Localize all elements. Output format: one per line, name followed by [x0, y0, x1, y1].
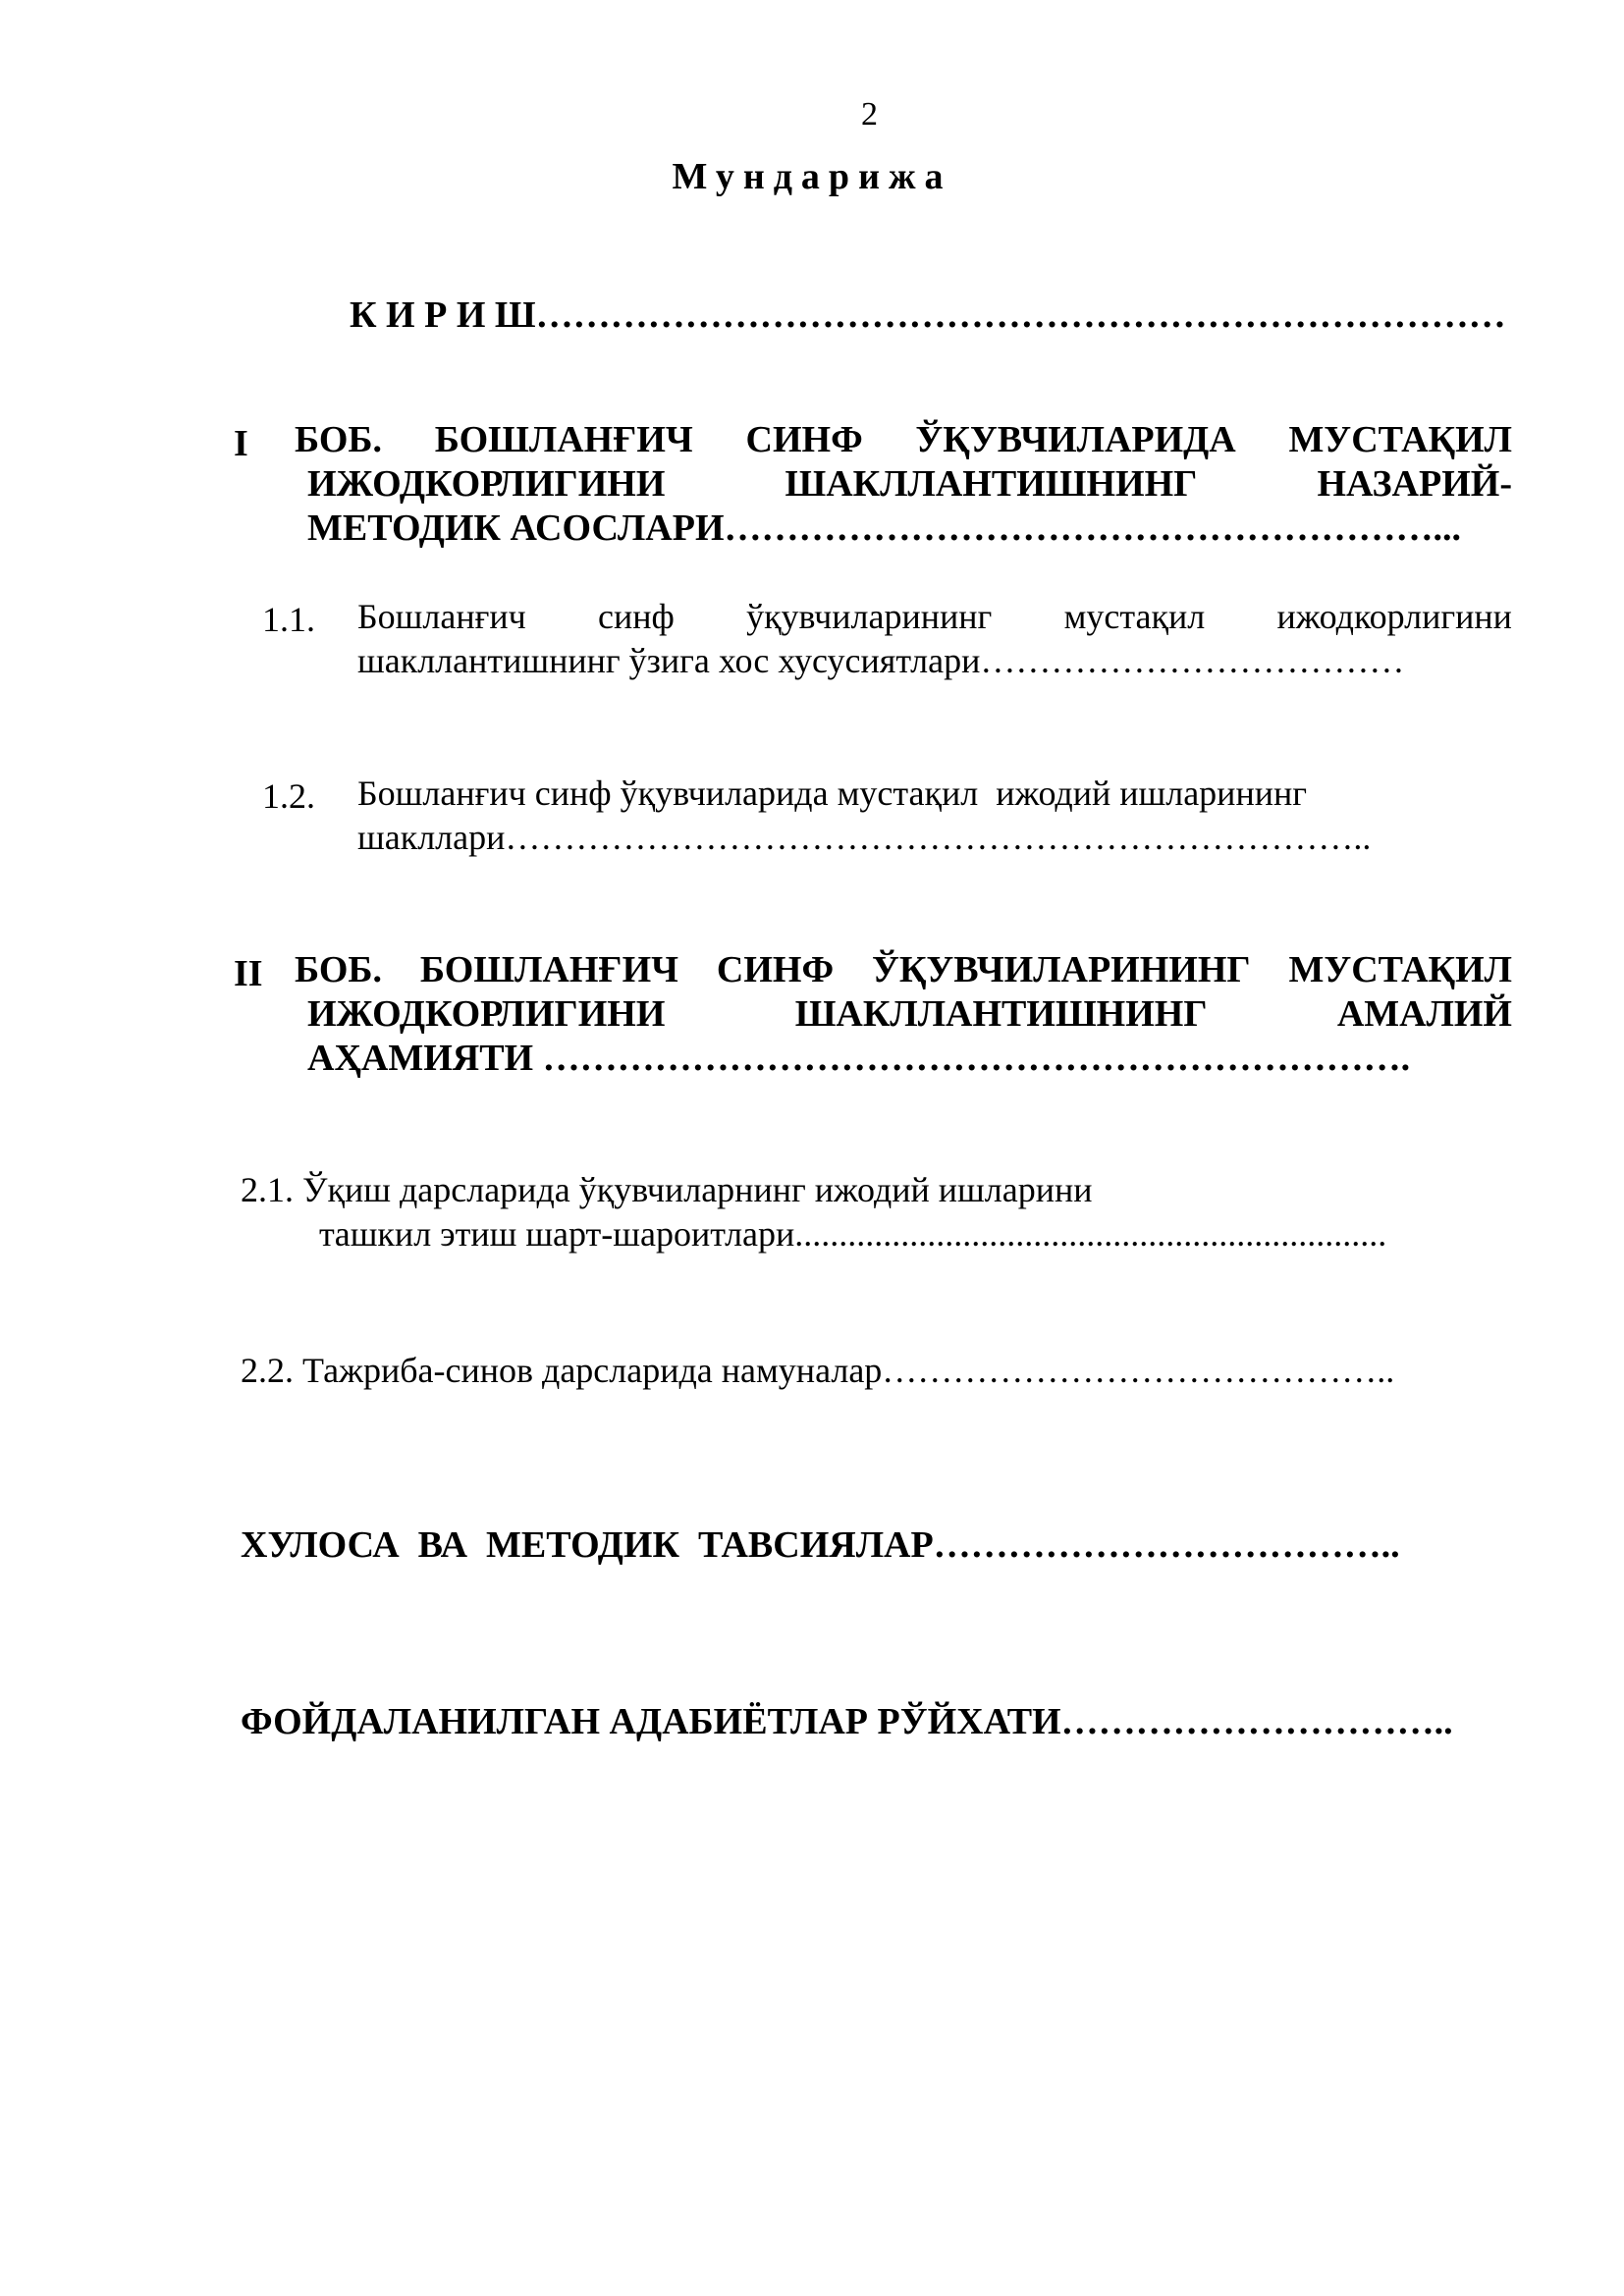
- toc-chapter1-word: ШАКЛЛАНТИШНИНГ: [785, 463, 1198, 505]
- toc-chapter2-line3: АҲАМИЯТИ …………………………………………………………….: [307, 1038, 1411, 1079]
- toc-chapter2-word: ИЖОДКОРЛИГИНИ: [307, 993, 666, 1035]
- toc-chapter2-number: II: [234, 953, 263, 994]
- toc-introduction: К И Р И Ш……………………………………………………………………: [350, 294, 1506, 336]
- toc-chapter2-line1: [295, 948, 1512, 992]
- toc-section-1-2: [357, 772, 1512, 860]
- toc-chapter2-word: ШАКЛЛАНТИШНИНГ: [794, 993, 1208, 1035]
- toc-chapter1-word: БОШЛАНҒИЧ: [434, 419, 693, 460]
- toc-section-2-1-line2: тaшкил этиш шарт-шароитлари...................................................................: [319, 1214, 1387, 1254]
- toc-section-word: мустақил: [1063, 597, 1206, 636]
- toc-chapter1-word: НАЗАРИЙ-: [1317, 463, 1512, 505]
- toc-chapter2-word: АМАЛИЙ: [1336, 993, 1512, 1035]
- toc-chapter1-word: СИНФ: [745, 419, 863, 460]
- page-number: 2: [861, 96, 878, 133]
- toc-section-word: ижодкорлигини: [1276, 597, 1512, 636]
- toc-chapter1-word: ЎҚУВЧИЛАРИДА: [915, 419, 1236, 460]
- toc-chapter2-word: ЎҚУВЧИЛАРИНИНГ: [871, 949, 1251, 990]
- toc-section-2-2: 2.2. Тажриба-синов дарсларида намуналар……………………………………..: [241, 1351, 1395, 1390]
- toc-section-1-1-line1: [357, 595, 1512, 639]
- toc-section-1-1-number: 1.1.: [262, 600, 315, 639]
- toc-chapter1-number: I: [234, 423, 248, 464]
- toc-chapter1-line1: [295, 418, 1512, 462]
- toc-section-1-2-line2: шакллари………………………………………………………………..: [357, 818, 1372, 857]
- toc-chapter2: [295, 948, 1512, 1081]
- toc-references: ФОЙДАЛАНИЛГАН АДАБИЁТЛАР РЎЙХАТИ…………………………..: [241, 1701, 1453, 1742]
- toc-section-word: Бошланғич: [357, 597, 526, 636]
- toc-section-1-2-number: 1.2.: [262, 776, 315, 816]
- toc-section-1-1-line2: шакллантишнинг ўзига хос хусусиятлари………………………………: [357, 641, 1405, 680]
- toc-conclusion: ХУЛОСА ВА МЕТОДИК ТАВСИЯЛАР………………………………..: [241, 1524, 1400, 1566]
- toc-chapter1-line2: [307, 462, 1512, 507]
- toc-chapter2-word: СИНФ: [716, 949, 835, 990]
- toc-chapter1: [295, 418, 1512, 551]
- toc-chapter1-word: МУСТАҚИЛ: [1288, 419, 1512, 460]
- toc-chapter2-word: МУСТАҚИЛ: [1288, 949, 1512, 990]
- toc-chapter2-line2: [307, 992, 1512, 1037]
- toc-section-word: ўқувчиларининг: [746, 597, 993, 636]
- toc-chapter2-word: БОШЛАНҒИЧ: [419, 949, 679, 990]
- toc-section-word: синф: [597, 597, 675, 636]
- toc-chapter2-word: БОБ.: [295, 949, 383, 990]
- page-title: Мундарижа: [672, 156, 952, 197]
- toc-chapter1-line3: МЕТОДИК АСОСЛАРИ…………………………………………………...: [307, 507, 1462, 549]
- toc-chapter1-word: БОБ.: [295, 419, 383, 460]
- toc-section-2-1: [241, 1168, 1512, 1256]
- toc-section-1-2-line1: Бошланғич синф ўқувчиларида мустақил ижодий ишларининг: [357, 774, 1308, 813]
- toc-chapter1-word: ИЖОДКОРЛИГИНИ: [307, 463, 666, 505]
- toc-section-2-1-line1: 2.1. Ўқиш дарсларида ўқувчиларнинг ижодий ишларини: [241, 1170, 1093, 1209]
- toc-section-1-1: [357, 595, 1512, 683]
